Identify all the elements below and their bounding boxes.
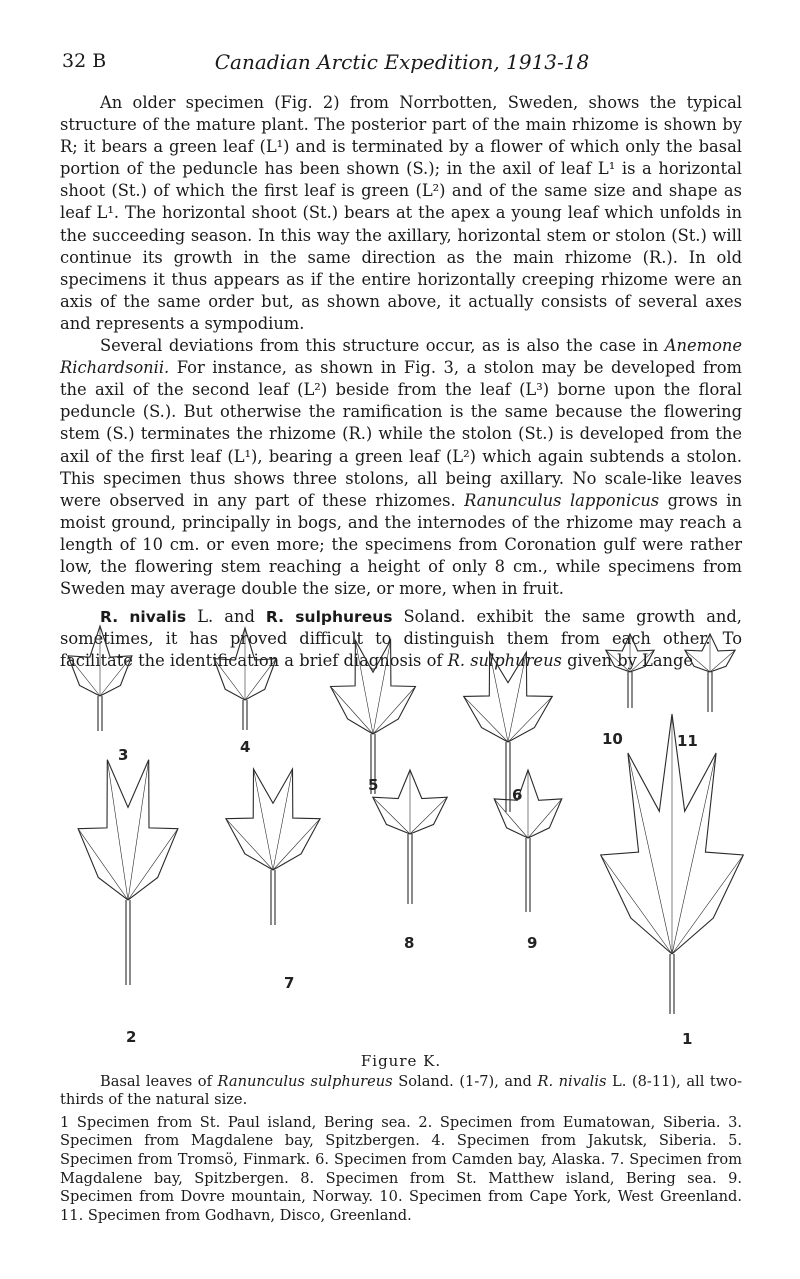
text-segment: Ranunculus sulphureus (217, 1072, 393, 1090)
caption-main (60, 1073, 742, 1110)
text-segment: R. sulphureus (447, 651, 562, 671)
text-segment: R. nivalis (537, 1072, 607, 1090)
text-segment: Ranunculus lapponicus (464, 490, 660, 510)
leaf-drawing (214, 628, 276, 730)
text-segment: An older specimen (Fig. 2) from Norrbotten, Sweden, shows the typical structure of the mature plant. The posterior part of the main rhizome is shown by R; it bears a green leaf (L¹) and is terminated by a flower of which only the basal portion of the peduncle has been shown (S.); in the axil of leaf L¹ is a horizontal shoot (St.) of which the first leaf is green (L²) and of the same size and shape as leaf L¹. The horizontal shoot (St.) bears at the apex a young leaf which unfolds in the succeeding season. In this way the axillary, horizontal stem or stolon (St.) will continue its growth in the same direction as the main rhizome (R.). In old specimens it thus appears as if the entire horizontally creeping rhizome were an axis of the same order but, as shown above, it actually consists of several axes and represents a sympodium. (60, 93, 742, 333)
leaf-drawing (226, 769, 320, 925)
leaf-drawing (331, 641, 416, 795)
leaf-number-label: 11 (677, 732, 698, 750)
leaf-illustration (60, 622, 750, 1047)
text-segment: given by Lange (561, 651, 694, 671)
leaf-drawing (78, 760, 178, 985)
text-segment: grows in moist ground, principally in bogs, and the internodes of the rhizome may reach a length of 10 cm. or even more; the specimens from Coronation gulf were rather low, the flowering stem reaching a height of only 8 cm., while specimens from Sweden may average double the size, or more, when in fruit. (60, 490, 742, 599)
leaf-number-label: 5 (368, 776, 379, 794)
text-segment: L. (8-11), all two-thirds of the natural size. (60, 1072, 743, 1109)
leaf-figure (60, 622, 750, 1047)
leaf-number-label: 7 (284, 974, 295, 992)
leaf-drawing (68, 626, 132, 731)
leaf-number-label: 10 (602, 730, 623, 748)
leaf-number-label: 4 (240, 738, 251, 756)
text-segment: Anemone Richardsonii. (60, 336, 742, 378)
body-text (60, 92, 742, 672)
leaf-drawing (464, 652, 553, 812)
leaf-drawing (606, 634, 654, 708)
text-segment: L. and (186, 607, 266, 627)
text-segment: R. nivalis (100, 608, 187, 627)
figure-caption (60, 1052, 742, 1225)
text-segment: For instance, as shown in Fig. 3, a stolon may be developed from the axil of the second leaf (L²) beside from the leaf (L³) borne upon the floral peduncle (S.). But otherwise the ramification is the same because the flowering stem (S.) terminates the rhizome (R.) while the stolon (St.) is developed from the axil of the first leaf (L¹), bearing a green leaf (L²) which again subtends a stolon. This specimen thus shows three stolons, all being axillary. No scale-like leaves were observed in any part of these rhizomes. (60, 358, 742, 510)
text-segment: Several deviations from this structure occur, as is also the case in (100, 336, 665, 356)
leaf-drawing (685, 634, 735, 712)
running-title: Canadian Arctic Expedition, 1913-18 (214, 50, 590, 74)
text-segment: Soland. exhibit the same growth and, sometimes, it has proved difficult to distinguish them from each other. To facilitate the identification a brief diagnosis of (60, 607, 742, 671)
text-segment: Soland. (1-7), and (392, 1072, 538, 1090)
leaf-drawing (601, 714, 744, 1014)
leaf-number-label: 3 (118, 746, 129, 764)
leaf-number-label: 1 (682, 1030, 693, 1047)
page-number: 32 B (62, 50, 107, 72)
leaf-number-label: 6 (512, 786, 523, 804)
leaf-drawing (494, 770, 562, 912)
caption-specimens: 1 Specimen from St. Paul island, Bering sea. 2. Specimen from Eumatowan, Siberia. 3. Specimen from Magdalene bay, Spitzbergen. 4. Specimen from Jakutsk, Siberia. 5. Specimen from Tromsö, Finmark. 6. Specimen from Camden bay, Alaska. 7. Specimen from Magdalene bay, Spitzbergen. 8. Specimen from St. Matthew island, Bering sea. 9. Specimen from Dovre mountain, Norway. 10. Specimen from Cape York, West Greenland. 11. Specimen from Godhavn, Disco, Greenland. (60, 1113, 742, 1224)
text-segment: R. sulphureus (265, 608, 393, 627)
figure-title: Figure K. (360, 1052, 442, 1070)
page-header (62, 50, 742, 80)
leaf-drawing (373, 770, 447, 904)
leaf-number-label: 2 (126, 1028, 137, 1046)
paragraph-1 (60, 92, 742, 335)
text-segment: Basal leaves of (100, 1072, 218, 1090)
leaf-number-label: 9 (527, 934, 538, 952)
leaf-number-label: 8 (404, 934, 415, 952)
paragraph-2 (60, 335, 742, 600)
